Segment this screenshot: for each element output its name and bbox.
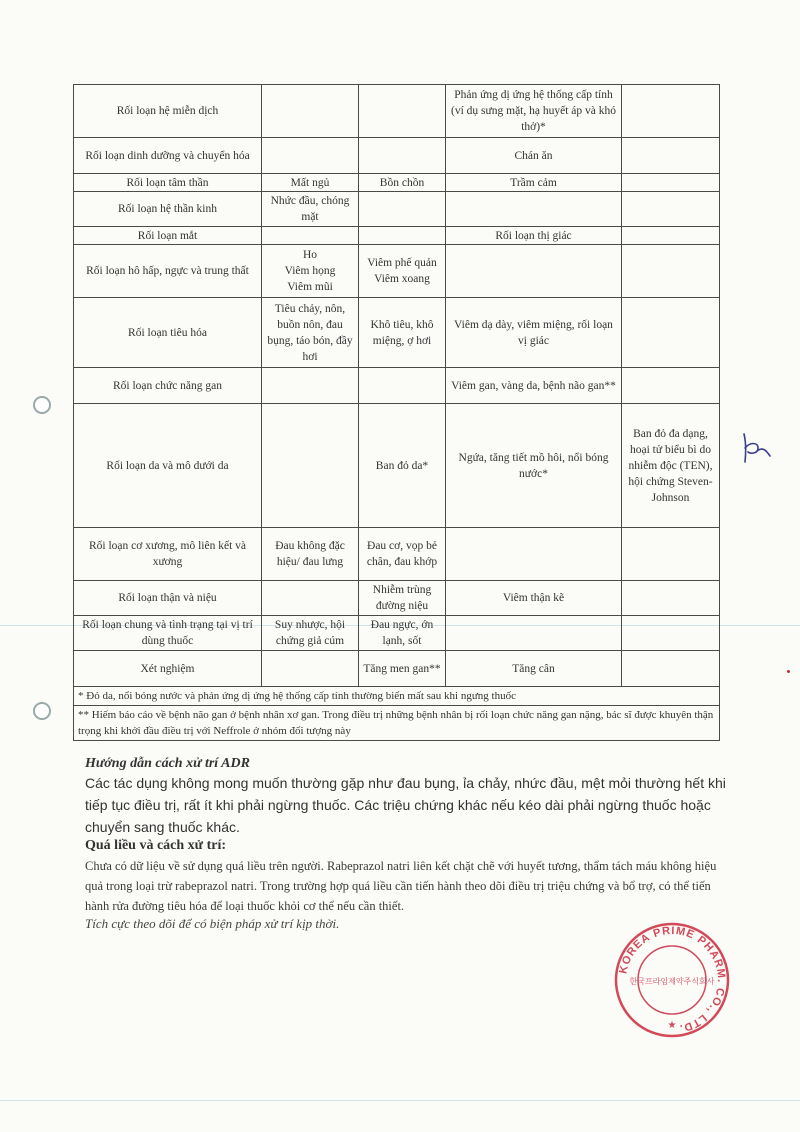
- stamp-outer-text: KOREA PRIME PHARM. CO., LTD.: [617, 924, 728, 1035]
- row-category: Rối loạn thận và niệu: [74, 581, 262, 616]
- company-stamp: [612, 920, 732, 1040]
- adr-table-body: [74, 85, 720, 741]
- table-row: [74, 404, 720, 528]
- row-category: Rối loạn da và mô dưới da: [74, 404, 262, 528]
- cell-common: [262, 227, 359, 245]
- cell-common: Mất ngủ: [262, 174, 359, 192]
- cell-rare: Rối loạn thị giác: [446, 227, 622, 245]
- cell-rare: Ngứa, tăng tiết mồ hôi, nổi bóng nước*: [446, 404, 622, 528]
- row-category: Xét nghiệm: [74, 651, 262, 687]
- cell-uncommon: Đau ngực, ớn lạnh, sốt: [359, 616, 446, 651]
- cell-rare: Viêm dạ dày, viêm miệng, rối loạn vị giác: [446, 298, 622, 368]
- adr-heading: Hướng dẫn cách xử trí ADR: [85, 756, 250, 771]
- cell-very-rare: [622, 85, 720, 138]
- row-category: Rối loạn cơ xương, mô liên kết và xương: [74, 528, 262, 581]
- row-category: Rối loạn tiêu hóa: [74, 298, 262, 368]
- cell-rare: Viêm thận kẽ: [446, 581, 622, 616]
- table-row: [74, 368, 720, 404]
- cell-very-rare: [622, 192, 720, 227]
- punch-hole: [33, 702, 51, 720]
- cell-rare: Trầm cảm: [446, 174, 622, 192]
- footnote-2: ** Hiếm báo cáo về bệnh não gan ở bệnh nhân xơ gan. Trong điều trị những bệnh nhân bị rối loạn chức năng gan nặng, bác sĩ được khuyên thận trọng khi khởi đầu điều trị với Neffrole ở nhóm đối tượng này: [74, 706, 720, 741]
- cell-common: Tiêu chảy, nôn, buồn nôn, đau bụng, táo bón, đầy hơi: [262, 298, 359, 368]
- footnote-row: [74, 706, 720, 741]
- edge-mark: [787, 670, 790, 673]
- cell-rare: [446, 192, 622, 227]
- table-row: [74, 138, 720, 174]
- stamp-inner-text: 한국프라임제약주식회사: [629, 977, 715, 986]
- table-row: [74, 192, 720, 227]
- cell-very-rare: [622, 227, 720, 245]
- table-row: [74, 616, 720, 651]
- table-row: [74, 581, 720, 616]
- overdose-italic-note: Tích cực theo dõi để có biện pháp xử trí kịp thời.: [85, 916, 340, 931]
- cell-very-rare: [622, 298, 720, 368]
- signature-mark: [736, 428, 776, 468]
- cell-uncommon: Tăng men gan**: [359, 651, 446, 687]
- cell-very-rare: [622, 581, 720, 616]
- cell-uncommon: Ban đỏ da*: [359, 404, 446, 528]
- row-category: Rối loạn dinh dưỡng và chuyển hóa: [74, 138, 262, 174]
- adr-section: [85, 756, 730, 838]
- row-category: Rối loạn chức năng gan: [74, 368, 262, 404]
- adr-table: [73, 84, 720, 741]
- row-category: Rối loạn hệ thần kinh: [74, 192, 262, 227]
- overdose-section: [85, 838, 730, 932]
- cell-uncommon: Đau cơ, vọp bẻ chân, đau khớp: [359, 528, 446, 581]
- cell-very-rare: [622, 138, 720, 174]
- row-category: Rối loạn chung và tình trạng tại vị trí dùng thuốc: [74, 616, 262, 651]
- cell-rare: Viêm gan, vàng da, bệnh não gan**: [446, 368, 622, 404]
- overdose-body: Chưa có dữ liệu về sử dụng quá liều trên người. Rabeprazol natri liên kết chặt chẽ với huyết tương, thẩm tách máu không hiệu quả trong loại trừ rabeprazol natri. Trong trường hợp quá liều cần tiến hành theo dõi điều trị triệu chứng và bổ trợ, có thể tiến hành rửa đường tiêu hóa để loại thuốc khỏi cơ thể nếu cần thiết.: [85, 859, 717, 913]
- cell-very-rare: [622, 528, 720, 581]
- adr-body: Các tác dụng không mong muốn thường gặp như đau bụng, ỉa chảy, nhức đầu, mệt mỏi thường hết khi tiếp tục điều trị, rất ít khi phải ngừng thuốc. Các triệu chứng khác nếu kéo dài phải ngừng thuốc hoặc chuyển sang thuốc khác.: [85, 775, 726, 835]
- punch-hole: [33, 396, 51, 414]
- footnote-row: [74, 687, 720, 706]
- cell-rare: [446, 616, 622, 651]
- row-category: Rối loạn hệ miễn dịch: [74, 85, 262, 138]
- cell-uncommon: [359, 227, 446, 245]
- cell-very-rare: [622, 368, 720, 404]
- cell-uncommon: Khô tiêu, khô miệng, ợ hơi: [359, 298, 446, 368]
- cell-common: [262, 404, 359, 528]
- cell-rare: [446, 245, 622, 298]
- cell-common: [262, 85, 359, 138]
- cell-rare: Tăng cân: [446, 651, 622, 687]
- table-row: [74, 174, 720, 192]
- cell-uncommon: Bồn chồn: [359, 174, 446, 192]
- table-row: [74, 528, 720, 581]
- row-category: Rối loạn hô hấp, ngực và trung thất: [74, 245, 262, 298]
- cell-common: [262, 581, 359, 616]
- cell-common: Ho Viêm họng Viêm mũi: [262, 245, 359, 298]
- cell-uncommon: Viêm phế quản Viêm xoang: [359, 245, 446, 298]
- cell-rare: Phản ứng dị ứng hệ thống cấp tính (ví dụ sưng mặt, hạ huyết áp và khó thở)*: [446, 85, 622, 138]
- cell-common: Nhức đầu, chóng mặt: [262, 192, 359, 227]
- cell-common: [262, 368, 359, 404]
- cell-rare: [446, 528, 622, 581]
- cell-common: Đau không đặc hiệu/ đau lưng: [262, 528, 359, 581]
- page-guide-line: [0, 1100, 800, 1101]
- cell-very-rare: [622, 174, 720, 192]
- footnote-1: * Đỏ da, nổi bóng nước và phản ứng dị ứng hệ thống cấp tính thường biến mất sau khi ngưng thuốc: [74, 687, 720, 706]
- cell-rare: Chán ăn: [446, 138, 622, 174]
- table-row: [74, 85, 720, 138]
- cell-very-rare: [622, 245, 720, 298]
- cell-uncommon: [359, 192, 446, 227]
- cell-very-rare: Ban đỏ đa dạng, hoại tử biểu bì do nhiễm độc (TEN), hội chứng Steven-Johnson: [622, 404, 720, 528]
- table-row: [74, 227, 720, 245]
- row-category: Rối loạn mắt: [74, 227, 262, 245]
- cell-very-rare: [622, 616, 720, 651]
- table-row: [74, 651, 720, 687]
- table-row: [74, 298, 720, 368]
- row-category: Rối loạn tâm thần: [74, 174, 262, 192]
- stamp-star-icon: ★: [667, 1020, 677, 1031]
- cell-common: [262, 651, 359, 687]
- overdose-heading: Quá liều và cách xử trí:: [85, 838, 226, 853]
- cell-common: [262, 138, 359, 174]
- cell-common: Suy nhược, hội chứng giả cúm: [262, 616, 359, 651]
- cell-uncommon: [359, 368, 446, 404]
- table-row: [74, 245, 720, 298]
- cell-very-rare: [622, 651, 720, 687]
- cell-uncommon: [359, 85, 446, 138]
- cell-uncommon: Nhiễm trùng đường niệu: [359, 581, 446, 616]
- cell-uncommon: [359, 138, 446, 174]
